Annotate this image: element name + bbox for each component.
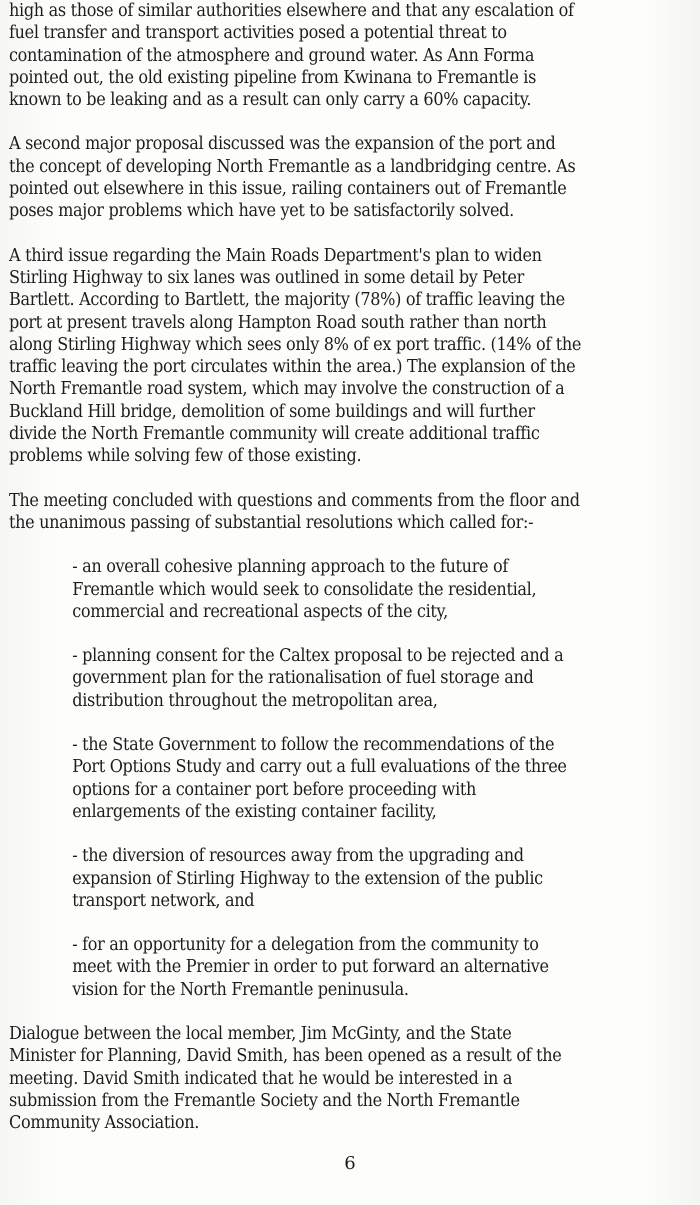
resolution-item	[72, 645, 699, 712]
paragraph-dialogue	[9, 1023, 699, 1134]
text-line: Community Association.	[9, 1113, 200, 1134]
text-line: enlargements of the existing container facility,	[72, 801, 437, 822]
text-line: A second major proposal discussed was the expansion of the port and	[9, 134, 556, 155]
text-line: - the diversion of resources away from the upgrading and	[72, 846, 524, 867]
text-line: vision for the North Fremantle peninusula.	[72, 979, 409, 1000]
text-line: expansion of Stirling Highway to the extension of the public	[72, 868, 543, 889]
paragraph-stirling-highway	[9, 245, 699, 468]
page-number: 6	[344, 1153, 356, 1174]
text-line: Dialogue between the local member, Jim McGinty, and the State	[9, 1023, 512, 1044]
text-line: divide the North Fremantle community will create additional traffic	[9, 424, 540, 445]
text-line: fuel transfer and transport activities posed a potential threat to	[9, 23, 507, 44]
article-column	[9, 0, 699, 1134]
text-line: meet with the Premier in order to put forward an alternative	[72, 957, 549, 978]
text-line: poses major problems which have yet to be satisfactorily solved.	[9, 201, 514, 222]
text-line: The meeting concluded with questions and comments from the floor and	[9, 490, 580, 511]
text-line: submission from the Fremantle Society and the North Fremantle	[9, 1090, 520, 1111]
text-line: commercial and recreational aspects of the city,	[72, 601, 448, 622]
resolution-item	[72, 556, 699, 623]
resolution-item	[72, 845, 699, 912]
text-line: pointed out elsewhere in this issue, railing containers out of Fremantle	[9, 179, 567, 200]
text-line: distribution throughout the metropolitan area,	[72, 690, 438, 711]
text-line: pointed out, the old existing pipeline from Kwinana to Fremantle is	[9, 67, 537, 88]
text-line: options for a container port before proceeding with	[72, 779, 477, 800]
text-line: - the State Government to follow the recommendations of the	[72, 735, 555, 756]
text-line: North Fremantle road system, which may involve the construction of a	[9, 379, 565, 400]
text-line: traffic leaving the port circulates within the area.) The explansion of the	[9, 357, 576, 378]
resolution-item	[72, 734, 699, 823]
text-line: meeting. David Smith indicated that he would be interested in a	[9, 1068, 513, 1089]
paragraph-fuel-threat	[9, 0, 699, 111]
text-line: Bartlett. According to Bartlett, the majority (78%) of traffic leaving the	[9, 290, 565, 311]
text-line: Port Options Study and carry out a full evaluations of the three	[72, 757, 567, 778]
text-line: port at present travels along Hampton Road south rather than north	[9, 312, 547, 333]
text-line: A third issue regarding the Main Roads Department's plan to widen	[9, 245, 542, 266]
text-line: Stirling Highway to six lanes was outlined in some detail by Peter	[9, 267, 524, 288]
text-line: government plan for the rationalisation of fuel storage and	[72, 668, 534, 689]
text-line: the unanimous passing of substantial resolutions which called for:-	[9, 512, 534, 533]
text-line: transport network, and	[72, 890, 255, 911]
text-line: along Stirling Highway which sees only 8% of ex port traffic. (14% of the	[9, 334, 582, 355]
text-line: problems while solving few of those existing.	[9, 446, 362, 467]
text-line: contamination of the atmosphere and ground water. As Ann Forma	[9, 45, 535, 66]
paragraph-port-expansion	[9, 133, 699, 222]
resolution-item	[72, 934, 699, 1001]
text-line: - planning consent for the Caltex proposal to be rejected and a	[72, 646, 564, 667]
text-line: known to be leaking and as a result can only carry a 60% capacity.	[9, 90, 532, 111]
text-line: - for an opportunity for a delegation from the community to	[72, 935, 539, 956]
text-line: Fremantle which would seek to consolidate the residential,	[72, 579, 537, 600]
text-line: - an overall cohesive planning approach to the future of	[72, 557, 509, 578]
text-line: Buckland Hill bridge, demolition of some buildings and will further	[9, 401, 535, 422]
paragraph-meeting-conclusion	[9, 490, 699, 535]
text-line: the concept of developing North Fremantle as a landbridging centre. As	[9, 156, 576, 177]
text-line: Minister for Planning, David Smith, has been opened as a result of the	[9, 1046, 562, 1067]
text-line: high as those of similar authorities elsewhere and that any escalation of	[9, 1, 574, 21]
